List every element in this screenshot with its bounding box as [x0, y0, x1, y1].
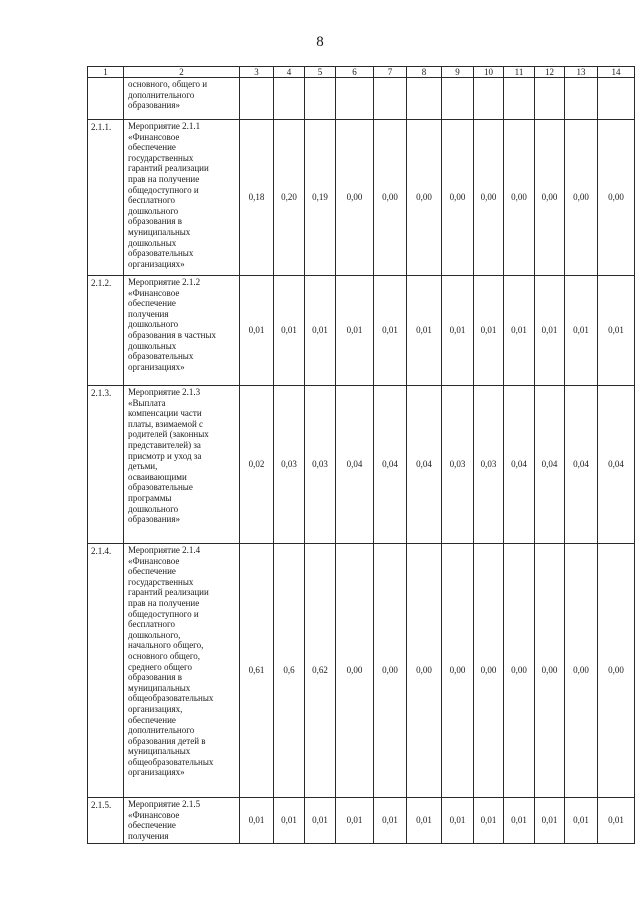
- column-number: 8: [407, 67, 442, 78]
- activity-code: 2.1.4.: [88, 544, 124, 798]
- value-cell: 0,01: [598, 276, 635, 386]
- value-cell: 0,62: [305, 544, 336, 798]
- description-line: образования в частных: [128, 329, 217, 340]
- value-cell: 0,00: [442, 120, 474, 276]
- description-line: гарантий реализации: [128, 163, 209, 174]
- column-number: 4: [274, 67, 305, 78]
- value-cell: [407, 78, 442, 120]
- value-cell: 0,04: [598, 386, 635, 544]
- value-cell: 0,00: [336, 120, 374, 276]
- table-row: [88, 78, 635, 120]
- value-cell: 0,01: [240, 798, 274, 844]
- value-cell: 0,01: [504, 798, 535, 844]
- activity-code: 2.1.2.: [88, 276, 124, 386]
- value-cell: 0,04: [407, 386, 442, 544]
- value-cell: 0,00: [565, 544, 598, 798]
- description-line: Мероприятие 2.1.5: [128, 799, 201, 809]
- description-line: организациях»: [128, 767, 185, 778]
- value-cell: [565, 78, 598, 120]
- page-number: 8: [316, 34, 324, 50]
- value-cell: 0,6: [274, 544, 305, 798]
- column-number: 10: [474, 67, 504, 78]
- value-cell: [336, 78, 374, 120]
- activity-code: 2.1.5.: [88, 798, 124, 844]
- description-line: муниципальных: [128, 746, 191, 757]
- value-cell: 0,01: [407, 798, 442, 844]
- description-line: организациях,: [128, 703, 183, 714]
- value-cell: 0,01: [565, 276, 598, 386]
- value-cell: 0,04: [504, 386, 535, 544]
- value-cell: 0,01: [442, 276, 474, 386]
- value-cell: 0,00: [336, 544, 374, 798]
- value-cell: 0,00: [374, 544, 407, 798]
- description-line: бесплатного: [128, 195, 175, 206]
- description-line: дополнительного: [128, 725, 195, 736]
- description-line: представителей) за: [128, 439, 201, 450]
- value-cell: [305, 78, 336, 120]
- description-line: образования в: [128, 216, 182, 227]
- value-cell: 0,01: [336, 798, 374, 844]
- financing-table: [87, 66, 635, 844]
- activity-description: [124, 78, 240, 120]
- description-line: среднего общего: [128, 661, 192, 672]
- activity-description: [124, 544, 240, 798]
- column-number: 6: [336, 67, 374, 78]
- value-cell: 0,00: [535, 120, 565, 276]
- description-line: получения: [128, 308, 169, 319]
- description-line: дошкольных: [128, 340, 177, 351]
- description-line: родителей (законных: [128, 429, 209, 440]
- value-cell: 0,01: [374, 798, 407, 844]
- table-row: [88, 120, 635, 276]
- description-line: Мероприятие 2.1.2: [128, 277, 201, 287]
- value-cell: [535, 78, 565, 120]
- value-cell: 0,01: [305, 798, 336, 844]
- value-cell: 0,00: [504, 544, 535, 798]
- value-cell: 0,20: [274, 120, 305, 276]
- description-line: общеобразовательных: [128, 693, 214, 704]
- value-cell: 0,19: [305, 120, 336, 276]
- value-cell: 0,01: [535, 276, 565, 386]
- description-line: гарантий реализации: [128, 587, 209, 598]
- description-line: получения: [128, 830, 169, 841]
- value-cell: 0,04: [565, 386, 598, 544]
- description-line: дополнительного: [128, 89, 195, 100]
- value-cell: 0,01: [305, 276, 336, 386]
- description-line: дошкольного: [128, 503, 179, 514]
- description-line: образовательные: [128, 482, 193, 493]
- value-cell: [442, 78, 474, 120]
- description-line: государственных: [128, 576, 194, 587]
- value-cell: 0,01: [474, 276, 504, 386]
- value-cell: 0,00: [598, 544, 635, 798]
- table-row: [88, 386, 635, 544]
- value-cell: 0,03: [274, 386, 305, 544]
- value-cell: 0,01: [374, 276, 407, 386]
- description-line: «Финансовое: [128, 809, 180, 820]
- description-line: образовательных: [128, 351, 194, 362]
- value-cell: 0,00: [474, 544, 504, 798]
- description-line: образования»: [128, 100, 180, 111]
- table-row: [88, 798, 635, 844]
- table-row: [88, 276, 635, 386]
- description-line: дошкольных: [128, 237, 177, 248]
- value-cell: 0,04: [336, 386, 374, 544]
- column-number: 1: [88, 67, 124, 78]
- description-line: образования в: [128, 672, 182, 683]
- value-cell: 0,00: [407, 120, 442, 276]
- description-line: детьми,: [128, 461, 158, 472]
- description-line: муниципальных: [128, 682, 191, 693]
- value-cell: 0,03: [442, 386, 474, 544]
- description-line: образования детей в: [128, 735, 206, 746]
- description-line: муниципальных: [128, 226, 191, 237]
- column-number: 12: [535, 67, 565, 78]
- value-cell: 0,00: [474, 120, 504, 276]
- description-line: Мероприятие 2.1.1: [128, 121, 201, 131]
- description-line: дошкольного: [128, 205, 179, 216]
- value-cell: [240, 78, 274, 120]
- activity-code: [88, 78, 124, 120]
- column-number: 7: [374, 67, 407, 78]
- description-line: бесплатного: [128, 619, 175, 630]
- value-cell: 0,01: [274, 276, 305, 386]
- description-line: общедоступного и: [128, 184, 199, 195]
- column-number: 5: [305, 67, 336, 78]
- header-row: [88, 67, 635, 78]
- description-line: программы: [128, 492, 172, 503]
- value-cell: 0,03: [305, 386, 336, 544]
- value-cell: 0,02: [240, 386, 274, 544]
- value-cell: 0,01: [565, 798, 598, 844]
- value-cell: 0,03: [474, 386, 504, 544]
- description-line: прав на получение: [128, 597, 200, 608]
- value-cell: 0,01: [535, 798, 565, 844]
- value-cell: 0,00: [598, 120, 635, 276]
- value-cell: 0,01: [336, 276, 374, 386]
- value-cell: 0,00: [374, 120, 407, 276]
- value-cell: [598, 78, 635, 120]
- value-cell: 0,00: [504, 120, 535, 276]
- description-line: обеспечение: [128, 298, 176, 309]
- description-line: организациях»: [128, 361, 185, 372]
- column-number: 2: [124, 67, 240, 78]
- description-line: обеспечение: [128, 142, 176, 153]
- description-line: «Финансовое: [128, 555, 180, 566]
- value-cell: 0,00: [407, 544, 442, 798]
- description-line: общедоступного и: [128, 608, 199, 619]
- description-line: присмотр и уход за: [128, 450, 202, 461]
- column-number: 3: [240, 67, 274, 78]
- description-line: основного общего,: [128, 650, 201, 661]
- description-line: организациях»: [128, 258, 185, 269]
- value-cell: 0,01: [504, 276, 535, 386]
- description-line: образовательных: [128, 248, 194, 259]
- value-cell: 0,18: [240, 120, 274, 276]
- activity-code: 2.1.1.: [88, 120, 124, 276]
- description-line: осваивающими: [128, 471, 187, 482]
- description-line: обеспечение: [128, 820, 176, 831]
- value-cell: [474, 78, 504, 120]
- description-line: прав на получение: [128, 173, 200, 184]
- value-cell: [504, 78, 535, 120]
- value-cell: 0,01: [474, 798, 504, 844]
- value-cell: 0,01: [442, 798, 474, 844]
- value-cell: 0,00: [535, 544, 565, 798]
- value-cell: 0,00: [565, 120, 598, 276]
- description-line: обеспечение: [128, 714, 176, 725]
- description-line: «Финансовое: [128, 287, 180, 298]
- description-line: основного, общего и: [128, 79, 208, 89]
- description-line: Мероприятие 2.1.4: [128, 545, 201, 555]
- value-cell: 0,04: [374, 386, 407, 544]
- column-number: 14: [598, 67, 635, 78]
- value-cell: [374, 78, 407, 120]
- column-number: 13: [565, 67, 598, 78]
- description-line: образования»: [128, 514, 180, 525]
- description-line: общеобразовательных: [128, 756, 214, 767]
- description-line: Мероприятие 2.1.3: [128, 387, 201, 397]
- activity-description: [124, 276, 240, 386]
- value-cell: [274, 78, 305, 120]
- description-line: «Финансовое: [128, 131, 180, 142]
- description-line: дошкольного: [128, 319, 179, 330]
- column-number: 9: [442, 67, 474, 78]
- activity-description: [124, 386, 240, 544]
- activity-description: [124, 120, 240, 276]
- activity-description: [124, 798, 240, 844]
- value-cell: 0,01: [274, 798, 305, 844]
- description-line: дошкольного,: [128, 629, 181, 640]
- description-line: компенсации части: [128, 408, 202, 419]
- description-line: начального общего,: [128, 640, 204, 651]
- value-cell: 0,01: [598, 798, 635, 844]
- activity-code: 2.1.3.: [88, 386, 124, 544]
- description-line: государственных: [128, 152, 194, 163]
- description-line: платы, взимаемой с: [128, 418, 204, 429]
- value-cell: 0,04: [535, 386, 565, 544]
- table-row: [88, 544, 635, 798]
- value-cell: 0,01: [240, 276, 274, 386]
- column-number: 11: [504, 67, 535, 78]
- value-cell: 0,00: [442, 544, 474, 798]
- description-line: обеспечение: [128, 566, 176, 577]
- description-line: «Выплата: [128, 397, 166, 408]
- value-cell: 0,61: [240, 544, 274, 798]
- value-cell: 0,01: [407, 276, 442, 386]
